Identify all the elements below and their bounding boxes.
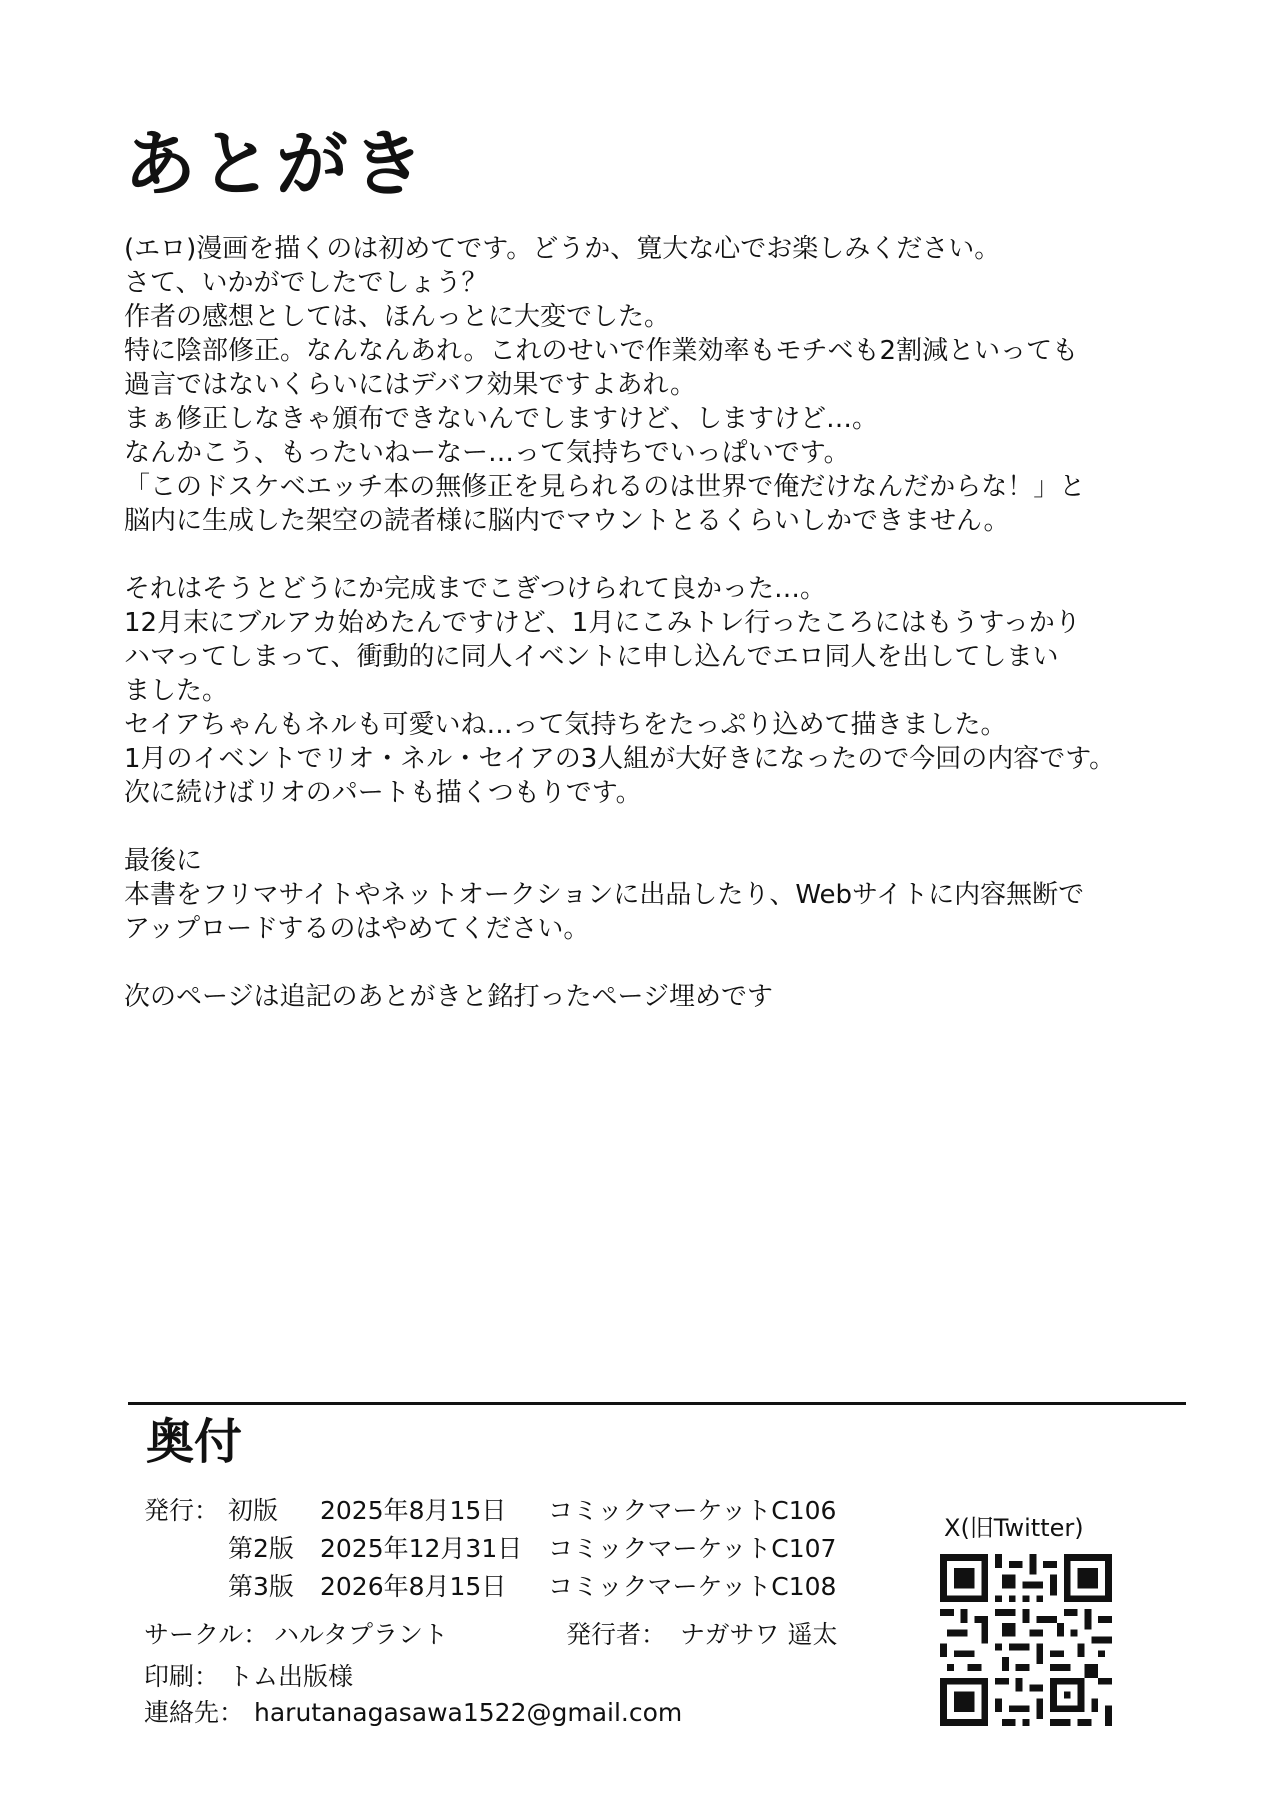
qr-caption: X(旧Twitter): [944, 1514, 1084, 1542]
contact-email[interactable]: harutanagasawa1522@gmail.com: [254, 1698, 683, 1727]
edition-name: 第2版: [228, 1534, 294, 1563]
printer-name: トム出版様: [228, 1662, 354, 1691]
text-line: さて、いかがでしたでしょう？: [124, 268, 488, 298]
text-line: 脳内に生成した架空の読者様に脳内でマウントとるくらいしかできません。: [124, 506, 1010, 536]
publisher-name: ナガサワ 遥太: [680, 1620, 838, 1649]
afterword-paragraph-2: [124, 572, 1184, 810]
publish-label: 発行：: [144, 1496, 220, 1525]
text-line: 本書をフリマサイトやネットオークションに出品したり、Webサイトに内容無断で: [124, 880, 1085, 910]
edition-event: コミックマーケットC107: [548, 1534, 837, 1563]
text-line: 次のページは追記のあとがきと銘打ったページ埋めです: [124, 982, 773, 1012]
qr-code[interactable]: [940, 1554, 1112, 1726]
afterword-paragraph-1: [124, 232, 1184, 538]
edition-name: 初版: [228, 1496, 279, 1525]
edition-date: 2025年12月31日: [320, 1534, 523, 1563]
text-line: まぁ修正しなきゃ頒布できないんでしますけど、しますけど…。: [124, 404, 879, 434]
text-line: 12月末にブルアカ始めたんですけど、1月にこみトレ行ったころにはもうすっかり: [124, 608, 1081, 638]
text-line: ました。: [124, 676, 229, 706]
publisher-label: 発行者：: [566, 1620, 667, 1649]
text-line: 過言ではないくらいにはデバフ効果ですよあれ。: [124, 370, 697, 400]
edition-date: 2026年8月15日: [320, 1572, 507, 1601]
edition-name: 第3版: [228, 1572, 294, 1601]
printer-label: 印刷：: [144, 1662, 220, 1691]
colophon-title: 奥付: [146, 1414, 243, 1470]
contact-label: 連絡先：: [144, 1698, 245, 1727]
text-line: セイアちゃんもネルも可愛いね…って気持ちをたっぷり込めて描きました。: [124, 710, 1007, 740]
afterword-paragraph-3: [124, 844, 1184, 946]
afterword-body: [124, 232, 1184, 1048]
text-line: 作者の感想としては、ほんっとに大変でした。: [124, 302, 671, 332]
edition-event: コミックマーケットC108: [548, 1572, 837, 1601]
afterword-paragraph-4: [124, 980, 1184, 1014]
text-line: 「このドスケベエッチ本の無修正を見られるのは世界で俺だけなんだからな！」と: [124, 472, 1086, 502]
text-line: それはそうとどうにか完成までこぎつけられて良かった…。: [124, 574, 827, 604]
circle-label: サークル：: [144, 1620, 269, 1649]
qr-code-icon: [940, 1554, 1112, 1726]
colophon-divider: [128, 1402, 1186, 1405]
afterword-title: あとがき: [124, 122, 429, 206]
text-line: 1月のイベントでリオ・ネル・セイアの3人組が大好きになったので今回の内容です。: [124, 744, 1116, 774]
text-line: アップロードするのはやめてください。: [124, 914, 590, 944]
edition-event: コミックマーケットC106: [548, 1496, 837, 1525]
text-line: 最後に: [124, 846, 203, 876]
text-line: 次に続けばリオのパートも描くつもりです。: [124, 778, 642, 808]
text-line: 特に陰部修正。なんなんあれ。これのせいで作業効率もモチベも2割減といっても: [124, 336, 1079, 366]
edition-date: 2025年8月15日: [320, 1496, 507, 1525]
text-line: (エロ)漫画を描くのは初めてです。どうか、寛大な心でお楽しみください。: [124, 234, 1001, 264]
circle-name: ハルタプラント: [274, 1620, 449, 1649]
text-line: ハマってしまって、衝動的に同人イベントに申し込んでエロ同人を出してしまい: [124, 642, 1059, 672]
text-line: なんかこう、もったいねーなー…って気持ちでいっぱいです。: [124, 438, 850, 468]
